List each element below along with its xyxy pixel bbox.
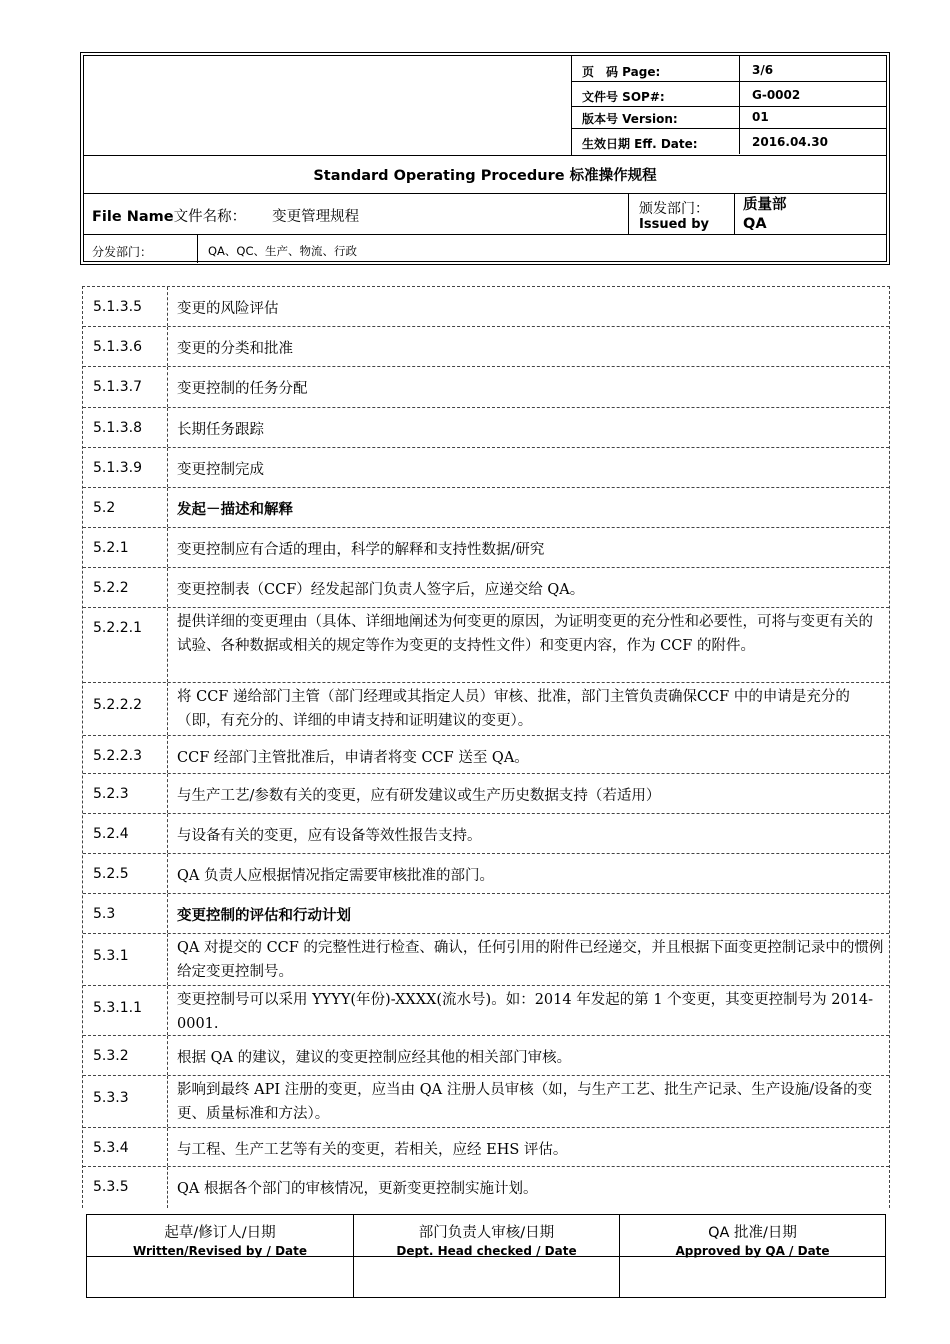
section-number: 5.2.2.2 xyxy=(93,697,142,713)
section-number: 5.1.3.7 xyxy=(93,379,142,395)
procedure-section-heading xyxy=(83,488,889,528)
signature-column-written xyxy=(87,1215,353,1297)
procedure-row xyxy=(83,736,889,774)
signature-header xyxy=(354,1215,619,1257)
section-text: 变更控制完成 xyxy=(177,462,264,478)
section-number-cell xyxy=(83,854,168,893)
procedure-row xyxy=(83,568,889,608)
signature-header xyxy=(620,1215,885,1257)
signature-column-dept-head xyxy=(353,1215,619,1297)
section-heading-text: 发起－描述和解释 xyxy=(177,502,293,518)
section-text: 根据 QA 的建议，建议的变更控制应经其他的相关部门审核。 xyxy=(177,1050,572,1066)
section-number-cell xyxy=(83,683,168,735)
procedure-row xyxy=(83,683,889,736)
file-name-value: 变更管理规程 xyxy=(272,209,360,225)
signature-column-qa-approval xyxy=(619,1215,885,1297)
section-number: 5.2.5 xyxy=(93,866,129,882)
file-name-label: File Name xyxy=(92,209,174,225)
section-number-cell xyxy=(83,488,168,527)
document-header-inner xyxy=(83,55,887,262)
section-number: 5.1.3.8 xyxy=(93,420,142,436)
procedure-row xyxy=(83,1076,889,1128)
section-number-cell xyxy=(83,568,168,607)
issuing-department-zh: 质量部 xyxy=(743,197,787,213)
procedure-row xyxy=(83,1128,889,1167)
procedure-row xyxy=(83,367,889,408)
meta-label: 版本号 Version: xyxy=(582,112,678,126)
section-number-cell xyxy=(83,1076,168,1127)
section-text: 与工程、生产工艺等有关的变更，若相关，应经 EHS 评估。 xyxy=(177,1142,568,1158)
meta-divider xyxy=(739,103,740,129)
signature-table xyxy=(86,1214,886,1298)
section-text: 变更控制的任务分配 xyxy=(177,381,308,397)
section-text: QA 负责人应根据情况指定需要审核批准的部门。 xyxy=(177,868,494,884)
section-number-cell xyxy=(83,448,168,487)
section-text: 变更控制表（CCF）经发起部门负责人签字后，应递交给 QA。 xyxy=(177,582,585,598)
procedure-row xyxy=(83,934,889,986)
meta-divider xyxy=(739,56,740,82)
section-text: 与生产工艺/参数有关的变更，应有研发建议或生产历史数据支持（若适用） xyxy=(177,788,661,804)
section-number-cell xyxy=(83,774,168,813)
file-name-label-zh: 文件名称： xyxy=(173,209,247,225)
section-number: 5.2.2.1 xyxy=(93,620,142,636)
document-header xyxy=(80,52,890,265)
section-number-cell xyxy=(83,1128,168,1166)
section-number-cell xyxy=(83,287,168,326)
procedure-row xyxy=(83,528,889,568)
section-number-cell xyxy=(83,367,168,407)
section-text: CCF 经部门主管批准后，申请者将变 CCF 送至 QA。 xyxy=(177,750,529,766)
section-number: 5.1.3.6 xyxy=(93,339,142,355)
section-text: 与设备有关的变更，应有设备等效性报告支持。 xyxy=(177,828,482,844)
signature-header-en: Written/Revised by / Date xyxy=(132,1244,308,1258)
issued-by-label xyxy=(628,193,735,234)
section-number: 5.3.1.1 xyxy=(93,1000,142,1016)
issuing-department xyxy=(743,196,787,234)
procedure-row xyxy=(83,774,889,814)
procedure-section-heading xyxy=(83,894,889,934)
section-number-cell xyxy=(83,986,168,1035)
procedure-row xyxy=(83,448,889,488)
section-text: 提供详细的变更理由（具体、详细地阐述为何变更的原因，为证明变更的充分性和必要性，可将与变更有关的试验、各种数据或相关的规定等作为变更的支持性文件）和变更内容，作为 CCF 的附件。 xyxy=(177,614,873,654)
procedure-row xyxy=(83,608,889,683)
section-number: 5.2.3 xyxy=(93,786,129,802)
procedure-row xyxy=(83,408,889,448)
signature-header-en: Approved by QA / Date xyxy=(675,1244,830,1258)
meta-row-effective-date xyxy=(572,128,886,153)
procedure-table xyxy=(82,286,890,1208)
signature-header-en: Dept. Head checked / Date xyxy=(396,1244,577,1258)
section-text: 变更控制号可以采用 YYYY(年份)-XXXX(流水号)。如：2014 年发起的第 1 个变更，其变更控制号为 2014-0001. xyxy=(177,992,874,1032)
file-name xyxy=(92,205,359,226)
procedure-row xyxy=(83,986,889,1036)
section-text: 将 CCF 递给部门主管（部门经理或其指定人员）审核、批准，部门主管负责确保CCF 中的申请是充分的（即，有充分的、详细的申请支持和证明建议的变更）。 xyxy=(177,689,850,729)
signature-header xyxy=(87,1215,353,1257)
procedure-row xyxy=(83,854,889,894)
procedure-row xyxy=(83,287,889,327)
section-number-cell xyxy=(83,814,168,853)
section-number: 5.3.2 xyxy=(93,1048,129,1064)
document-meta-block xyxy=(571,56,886,155)
section-number: 5.2.2.3 xyxy=(93,748,142,764)
section-number-cell xyxy=(83,608,168,682)
section-text: 变更控制应有合适的理由，科学的解释和支持性数据/研究 xyxy=(177,542,545,558)
section-number-cell xyxy=(83,327,168,366)
meta-value: 2016.04.30 xyxy=(752,135,828,149)
section-text: QA 根据各个部门的审核情况，更新变更控制实施计划。 xyxy=(177,1181,538,1197)
section-text: 长期任务跟踪 xyxy=(177,422,264,438)
section-text: 变更的分类和批准 xyxy=(177,341,293,357)
section-number-cell xyxy=(83,408,168,447)
section-number-cell xyxy=(83,736,168,773)
issued-by-label-en: Issued by xyxy=(639,217,709,232)
distribution-value: QA、QC、生产、物流、行政 xyxy=(208,244,357,258)
meta-value: 3/6 xyxy=(752,63,774,77)
issuing-department-en: QA xyxy=(743,216,767,232)
distribution-divider xyxy=(197,235,198,263)
meta-row-version xyxy=(572,103,886,129)
section-text: QA 对提交的 CCF 的完整性进行检查、确认，任何引用的附件已经递交，并且根据下面变更控制记录中的惯例给定变更控制号。 xyxy=(177,940,884,980)
meta-value: G-0002 xyxy=(752,88,801,102)
section-heading-text: 变更控制的评估和行动计划 xyxy=(177,908,351,924)
file-name-row xyxy=(84,193,886,235)
meta-divider xyxy=(739,128,740,154)
distribution-label: 分发部门： xyxy=(92,245,153,259)
meta-label: 生效日期 Eff. Date: xyxy=(582,137,698,151)
procedure-row xyxy=(83,1167,889,1208)
section-number: 5.1.3.9 xyxy=(93,460,142,476)
signature-header-zh: 起草/修订人/日期 xyxy=(164,1225,276,1241)
section-number: 5.1.3.5 xyxy=(93,299,142,315)
procedure-row xyxy=(83,814,889,854)
procedure-row xyxy=(83,1036,889,1076)
meta-label: 页 码 Page: xyxy=(582,65,661,79)
section-number-cell xyxy=(83,1036,168,1075)
signature-header-zh: QA 批准/日期 xyxy=(708,1225,797,1241)
section-number: 5.3.3 xyxy=(93,1090,129,1106)
issued-by-label-zh: 颁发部门： xyxy=(639,201,709,217)
meta-label: 文件号 SOP#: xyxy=(582,90,665,104)
section-number-cell xyxy=(83,1167,168,1208)
procedure-row xyxy=(83,327,889,367)
section-number: 5.2.1 xyxy=(93,540,129,556)
section-number: 5.2 xyxy=(93,500,116,516)
section-number-cell xyxy=(83,528,168,567)
sop-title: Standard Operating Procedure 标准操作规程 xyxy=(84,155,886,194)
meta-row-page xyxy=(572,56,886,82)
meta-value: 01 xyxy=(752,110,769,124)
section-number: 5.2.4 xyxy=(93,826,129,842)
section-number: 5.3.4 xyxy=(93,1140,129,1156)
section-number: 5.3.1 xyxy=(93,948,129,964)
section-text: 影响到最终 API 注册的变更，应当由 QA 注册人员审核（如，与生产工艺、批生产记录、生产设施/设备的变更、质量标准和方法）。 xyxy=(177,1082,873,1122)
signature-header-zh: 部门负责人审核/日期 xyxy=(418,1225,555,1241)
section-number-cell xyxy=(83,894,168,933)
section-number: 5.2.2 xyxy=(93,580,129,596)
section-number: 5.3.5 xyxy=(93,1179,129,1195)
section-number-cell xyxy=(83,934,168,985)
distribution-row xyxy=(84,235,886,263)
section-number: 5.3 xyxy=(93,906,116,922)
section-text: 变更的风险评估 xyxy=(177,301,279,317)
